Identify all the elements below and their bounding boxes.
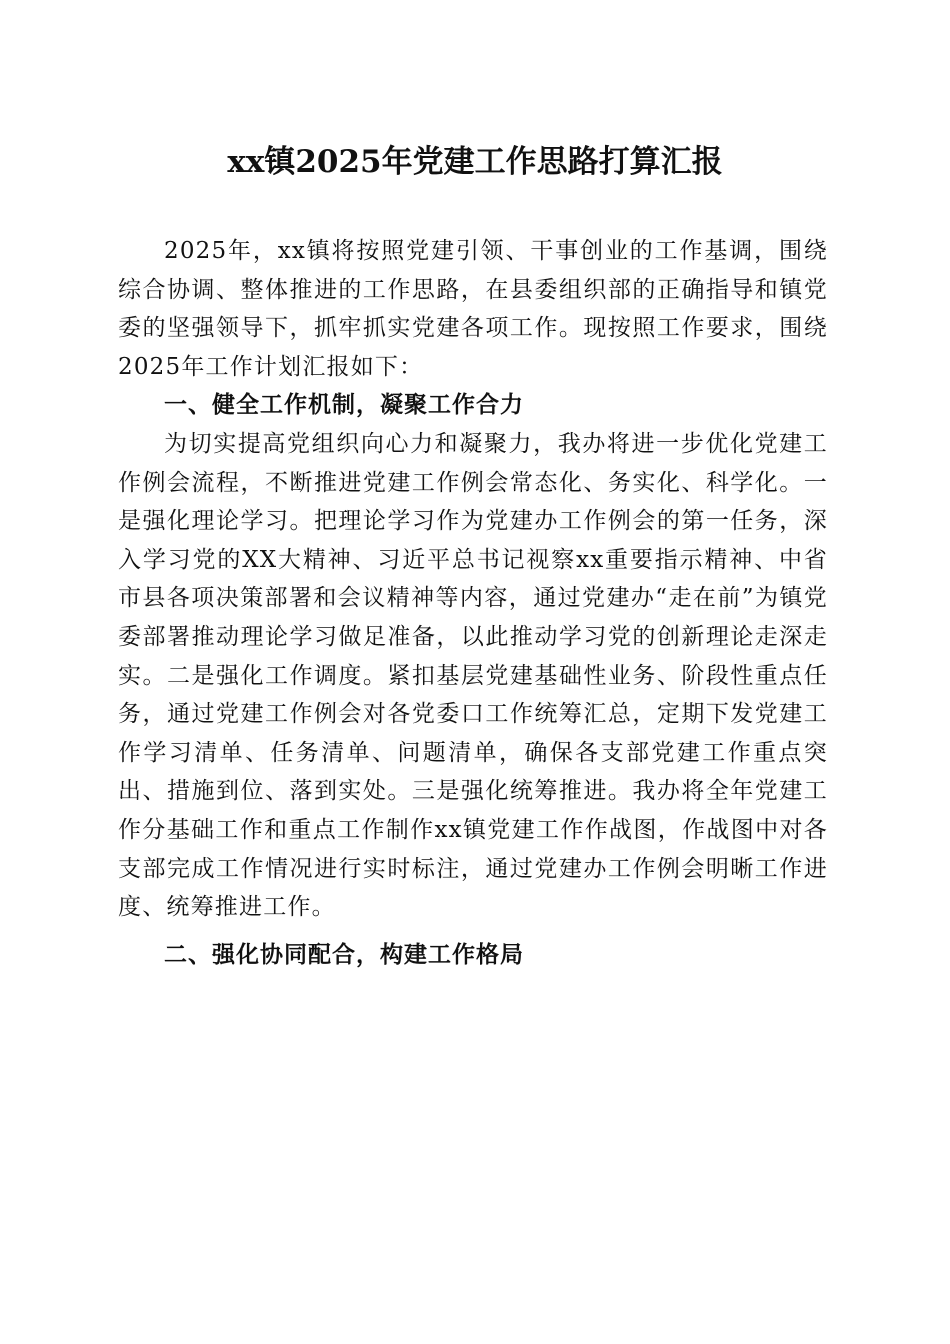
section-heading-2: 二、强化协同配合，构建工作格局 bbox=[164, 941, 524, 968]
document-title: xx镇2025年党建工作思路打算汇报 bbox=[227, 144, 723, 180]
section-heading-1: 一、健全工作机制，凝聚工作合力 bbox=[164, 392, 524, 419]
intro-paragraph: 2025年，xx镇将按照党建引领、干事创业的工作基调，围绕综合协调、整体推进的工作思路，在县委组织部的正确指导和镇党委的坚强领导下，抓牢抓实党建各项工作。现按照工作要求，围绕2025年工作计划汇报如下： bbox=[118, 238, 828, 380]
section-body-1: 为切实提高党组织向心力和凝聚力，我办将进一步优化党建工作例会流程，不断推进党建工作例会常态化、务实化、科学化。一是强化理论学习。把理论学习作为党建办工作例会的第一任务，深入学习党的XX大精神、习近平总书记视察xx重要指示精神、中省市县各项决策部署和会议精神等内容，通过党建办“走在前”为镇党委部署推动理论学习做足准备，以此推动学习党的创新理论走深走实。二是强化工作调度。紧扣基层党建基础性业务、阶段性重点任务，通过党建工作例会对各党委口工作统筹汇总，定期下发党建工作学习清单、任务清单、问题清单，确保各支部党建工作重点突出、措施到位、落到实处。三是强化统筹推进。我办将全年党建工作分基础工作和重点工作制作xx镇党建工作作战图，作战图中对各支部完成工作情况进行实时标注，通过党建办工作例会明晰工作进度、统筹推进工作。 bbox=[118, 430, 828, 921]
document-body bbox=[118, 232, 828, 974]
